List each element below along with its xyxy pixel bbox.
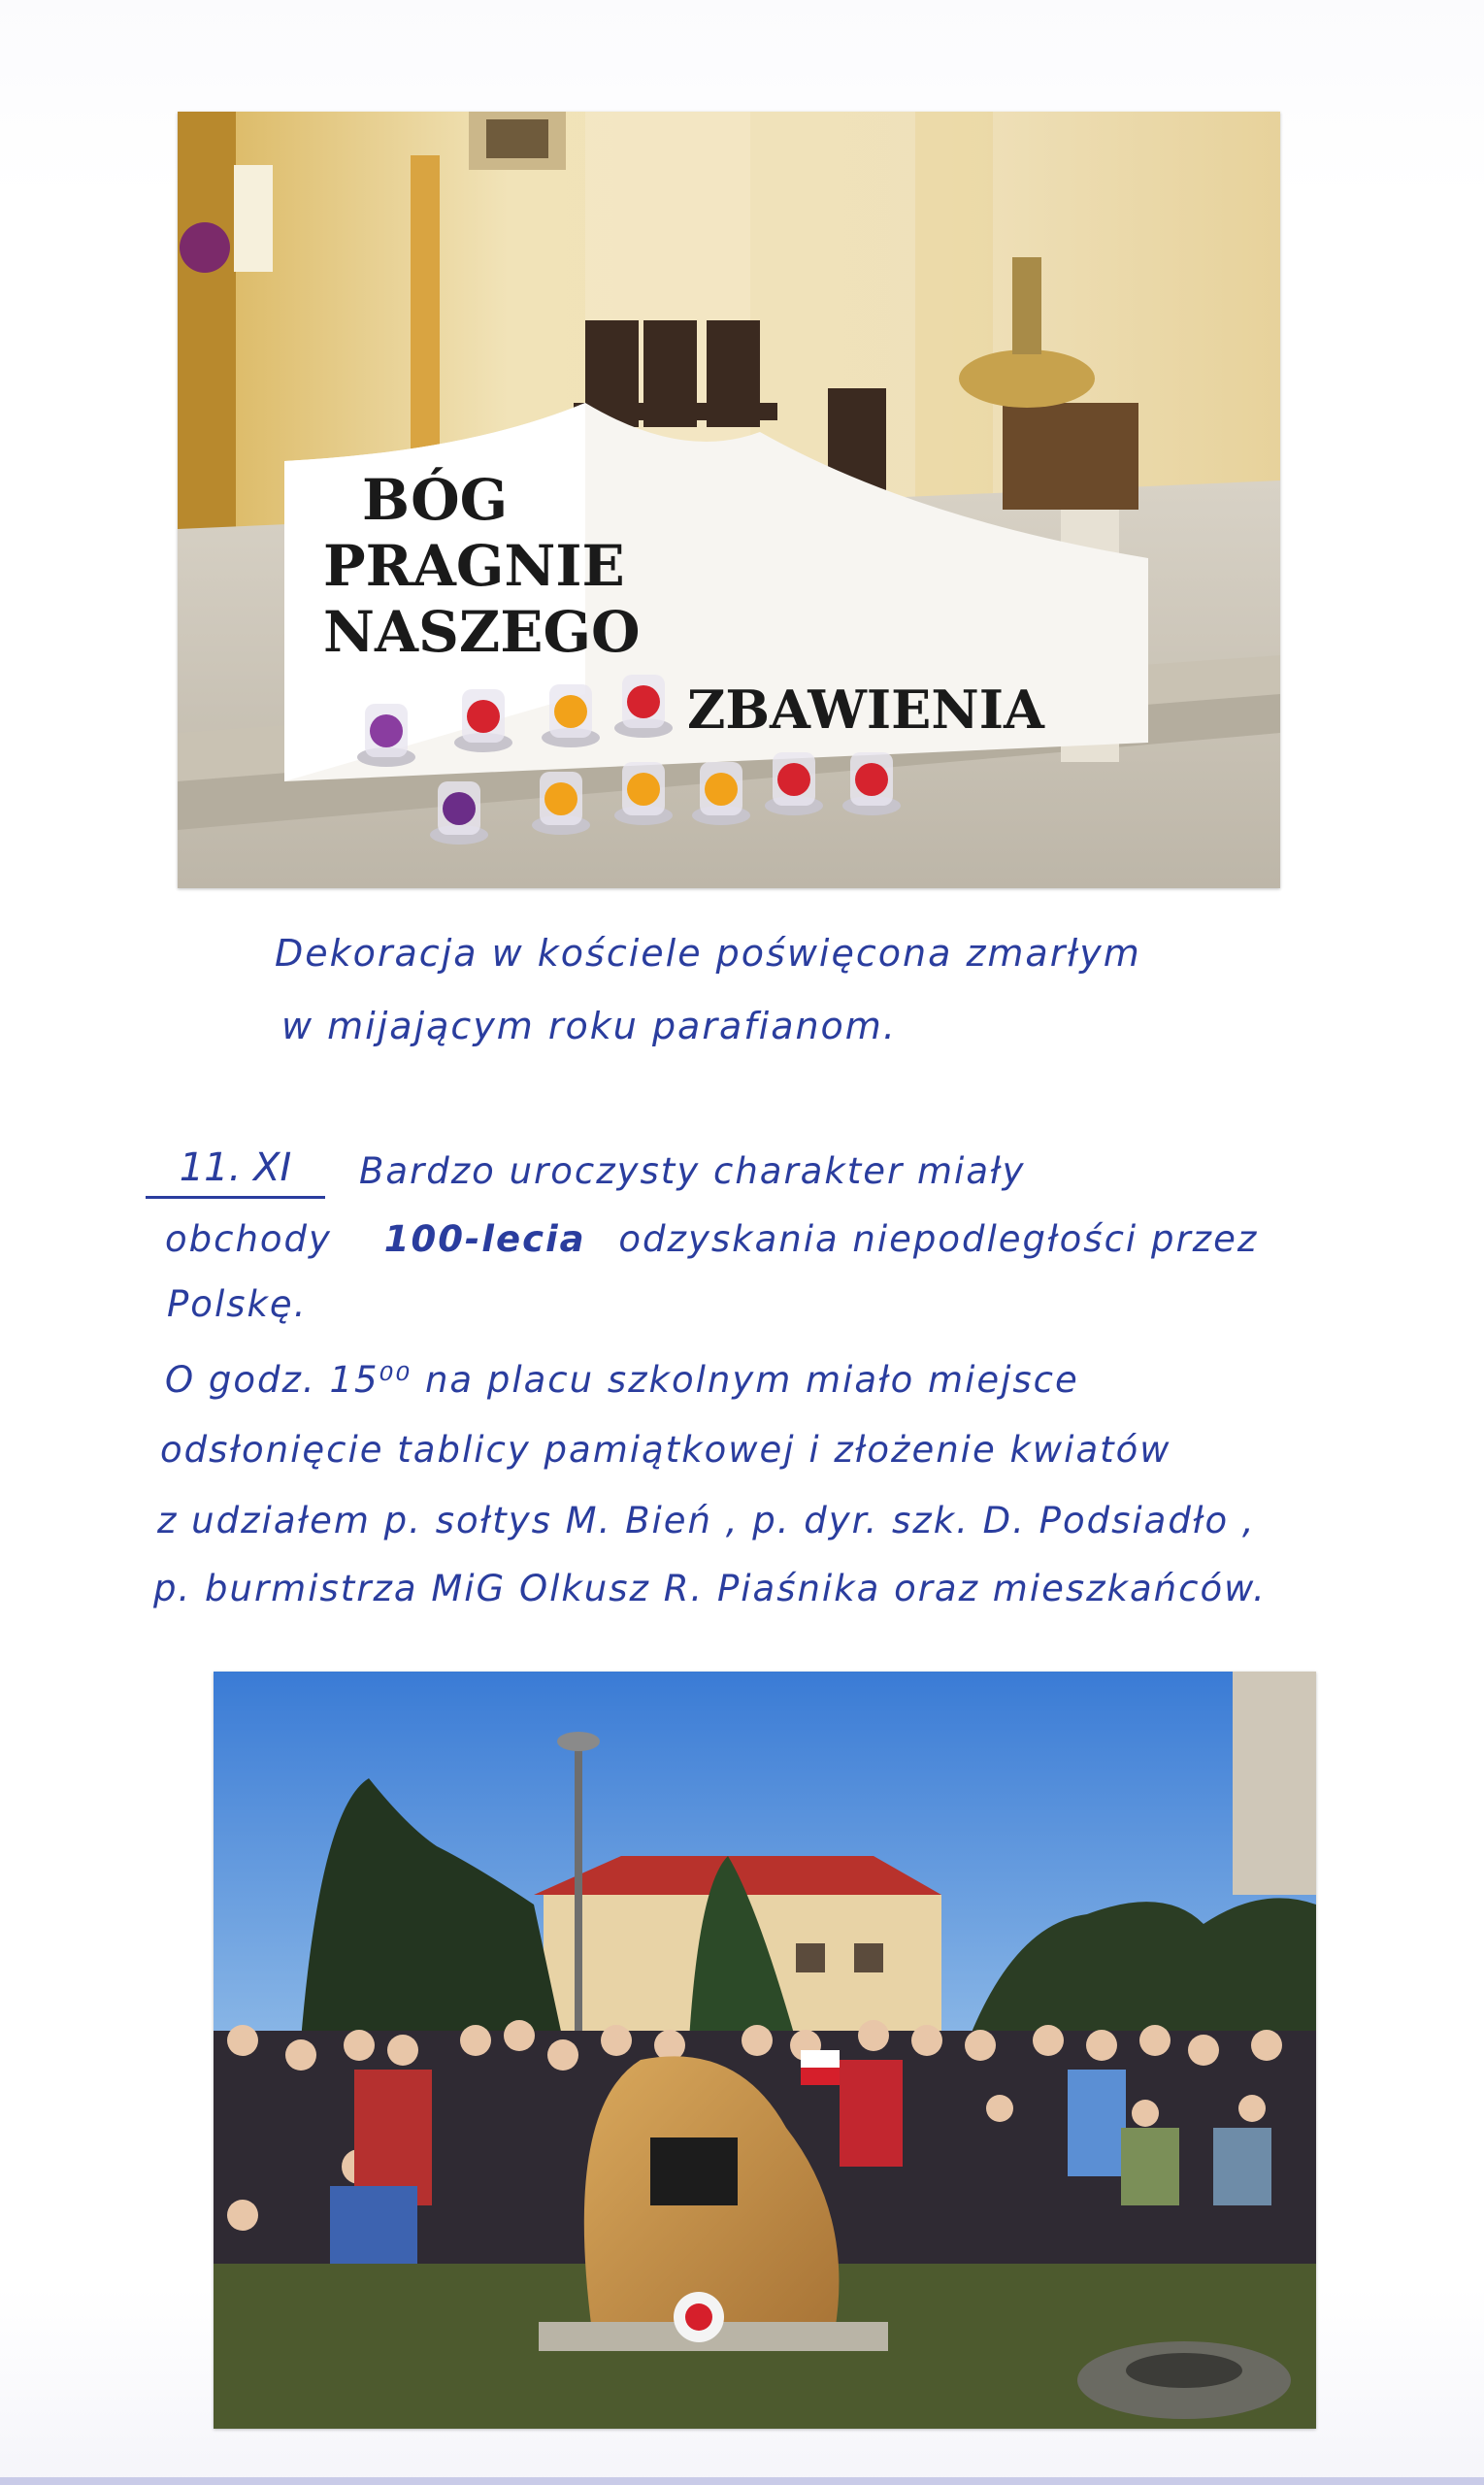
banner-line-2: PRAGNIE (323, 533, 625, 599)
banner-line-3: NASZEGO (323, 599, 641, 665)
entry-line-7: p. burmistrza MiG Olkusz R. Piaśnika oraz mieszkańców. (153, 1568, 1267, 1609)
entry-line-6: z udziałem p. sołtys M. Bień , p. dyr. szk. D. Podsiadło , (157, 1500, 1256, 1541)
entry-line-3: Polskę. (167, 1283, 308, 1325)
caption-line-2: w mijającym roku parafianom. (281, 1005, 897, 1047)
entry-line-4: O godz. 15⁰⁰ na placu szkolnym miało miejsce (165, 1359, 1079, 1401)
caption-line-1: Dekoracja w kościele poświęcona zmarłym (275, 932, 1141, 975)
church-decoration-image (178, 112, 1280, 888)
ceremony-group-photo (214, 1672, 1316, 2429)
ceremony-group-image (214, 1672, 1316, 2429)
entry-line-2-c: odzyskania niepodległości przez (618, 1218, 1259, 1260)
banner-line-1: BÓG (362, 467, 509, 533)
entry-line-1: Bardzo uroczysty charakter miały (359, 1150, 1026, 1192)
page-bottom-edge (0, 2477, 1484, 2485)
entry-line-2-a: obchody (165, 1218, 332, 1260)
entry-line-2 (165, 1218, 1258, 1260)
entry-date: 11. XI (146, 1145, 325, 1199)
entry-line-5: odsłonięcie tablicy pamiątkowej i złożenie kwiatów (160, 1429, 1171, 1471)
church-decoration-photo (178, 112, 1280, 888)
banner-line-4: ZBAWIENIA (687, 679, 1044, 741)
entry-line-2-b: 100-lecia (383, 1218, 586, 1260)
